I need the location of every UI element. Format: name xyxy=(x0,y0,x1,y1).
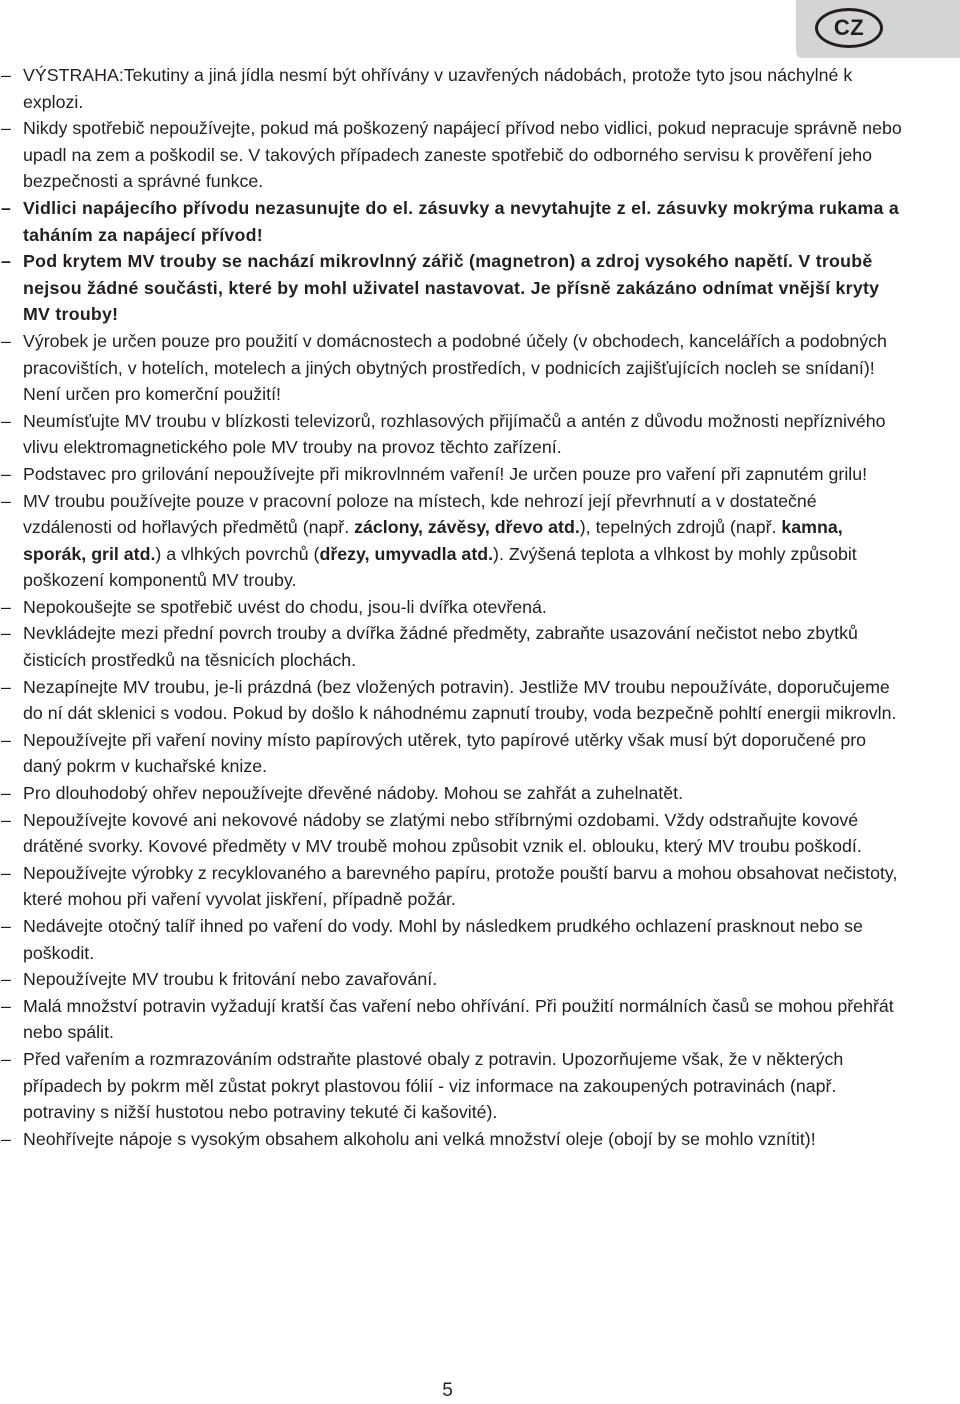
item-text: Výrobek je určen pouze pro použití v domácnostech a podobné účely (v obchodech, kancelářích a podobných pracovištích, v hotelích, motelech a jiných obytných prostředích, v podnicích zajišťujících nocleh se snídaní)! Není určen pro komerční použití! xyxy=(23,330,887,405)
item-text: Nepoužívejte při vaření noviny místo papírových utěrek, tyto papírové utěrky však musí být doporučené pro daný pokrm v kuchařské knize. xyxy=(23,729,867,777)
list-item xyxy=(0,115,905,195)
item-text: Před vařením a rozmrazováním odstraňte plastové obaly z potravin. Upozorňujeme však, že v některých případech by pokrm měl zůstat pokryt plastovou fólií - viz informace na zakoupených potravinách (např. potraviny s nižší hustotou nebo potraviny tekuté či kašovité). xyxy=(23,1048,844,1123)
list-item xyxy=(0,993,905,1046)
item-text: Neumísťujte MV troubu v blízkosti televizorů, rozhlasových přijímačů a antén z důvodu možnosti nepříznivého vlivu elektromagnetického pole MV trouby na provoz těchto zařízení. xyxy=(23,410,886,458)
item-text: Pod krytem MV trouby se nachází mikrovlnný zářič (magnetron) a zdroj vysokého napětí. V troubě nejsou žádné součásti, které by mohl uživatel nastavovat. Je přísně zakázáno odnímat vnější kryty MV trouby! xyxy=(23,251,880,325)
list-item xyxy=(0,727,905,780)
item-text: ) a vlhkých povrchů ( xyxy=(155,543,320,564)
item-text: ). Zvýšená teplota a vlhkost by mohly způsobit poškození komponentů MV trouby. xyxy=(23,543,857,591)
item-text: MV troubu používejte pouze v pracovní poloze na místech, kde nehrozí její převrhnutí a v dostatečné vzdálenosti od hořlavých předmětů (např. xyxy=(23,490,817,538)
list-item xyxy=(0,1126,905,1153)
item-text: Vidlici napájecího přívodu nezasunujte do el. zásuvky a nevytahujte z el. zásuvky mokrýma rukama a taháním za napájecí přívod! xyxy=(23,197,900,245)
list-item xyxy=(0,807,905,860)
page-number: 5 xyxy=(442,1380,453,1401)
item-text: :Tekutiny a jiná jídla nesmí být ohřívány v uzavřených nádobách, protože tyto jsou náchylné k explozi. xyxy=(23,65,853,112)
list-item xyxy=(0,1046,905,1126)
item-text: Nepoužívejte MV troubu k fritování nebo zavařování. xyxy=(23,969,438,990)
list-item xyxy=(0,966,905,993)
list-item xyxy=(0,860,905,913)
item-text: Neohřívejte nápoje s vysokým obsahem alkoholu ani velká množství oleje (obojí by se mohlo vznítit)! xyxy=(23,1128,816,1149)
list-item xyxy=(0,328,905,408)
item-text: Nikdy spotřebič nepoužívejte, pokud má poškozený napájecí přívod nebo vidlici, pokud nepracuje správně nebo upadl na zem a poškodil se. V takových případech zaneste spotřebič do odborného servisu k prověření jeho bezpečnosti a správné funkce. xyxy=(23,118,902,192)
language-badge xyxy=(796,0,960,58)
list-item xyxy=(0,408,905,461)
list-item xyxy=(0,488,905,594)
safety-instructions-list xyxy=(0,62,905,1152)
list-item xyxy=(0,248,905,328)
item-text: ), tepelných zdrojů (např. xyxy=(579,517,782,538)
item-text: Podstavec pro grilování nepoužívejte při mikrovlnném vaření! Je určen pouze pro vaření při zapnutém grilu! xyxy=(23,463,868,484)
emphasized-text: dřezy, umyvadla atd. xyxy=(319,543,494,564)
warning-label: VÝSTRAHA xyxy=(23,65,119,85)
list-item xyxy=(0,780,905,807)
list-item xyxy=(0,461,905,488)
emphasized-text: kamna, sporák, gril atd. xyxy=(23,517,843,564)
list-item xyxy=(0,620,905,673)
list-item xyxy=(0,674,905,727)
item-text: Nedávejte otočný talíř ihned po vaření do vody. Mohl by následkem prudkého ochlazení prasknout nebo se poškodit. xyxy=(23,916,863,963)
language-code: CZ xyxy=(815,8,883,48)
list-item xyxy=(0,594,905,621)
list-item xyxy=(0,913,905,966)
item-text: Malá množství potravin vyžadují kratší čas vaření nebo ohřívání. Při použití normálních časů se mohou přehřát nebo spálit. xyxy=(23,995,894,1043)
list-item xyxy=(0,195,905,248)
item-text: Nezapínejte MV troubu, je-li prázdná (bez vložených potravin). Jestliže MV troubu nepoužíváte, doporučujeme do ní dát sklenici s vodou. Pokud by došlo k náhodnému zapnutí trouby, voda bezpečně pohltí energii mikrovln. xyxy=(23,676,897,724)
item-text: Nepoužívejte výrobky z recyklovaného a barevného papíru, protože pouští barvu a mohou obsahovat nečistoty, které mohou při vaření vyvolat jiskření, případně požár. xyxy=(23,862,898,910)
item-text: Nevkládejte mezi přední povrch trouby a dvířka žádné předměty, zabraňte usazování nečistot nebo zbytků čisticích prostředků na těsnicích plochách. xyxy=(23,623,858,671)
item-text: Pro dlouhodobý ohřev nepoužívejte dřevěné nádoby. Mohou se zahřát a zuhelnatět. xyxy=(23,783,684,804)
list-item xyxy=(0,62,905,115)
item-text: Nepoužívejte kovové ani nekovové nádoby se zlatými nebo stříbrnými ozdobami. Vždy odstraňujte kovové drátěné svorky. Kovové předměty v MV troubě mohou způsobit vznik el. oblouku, který MV troubu poškodí. xyxy=(23,809,862,857)
item-text: Nepokoušejte se spotřebič uvést do chodu, jsou-li dvířka otevřená. xyxy=(23,596,547,617)
emphasized-text: záclony, závěsy, dřevo atd. xyxy=(354,517,580,538)
